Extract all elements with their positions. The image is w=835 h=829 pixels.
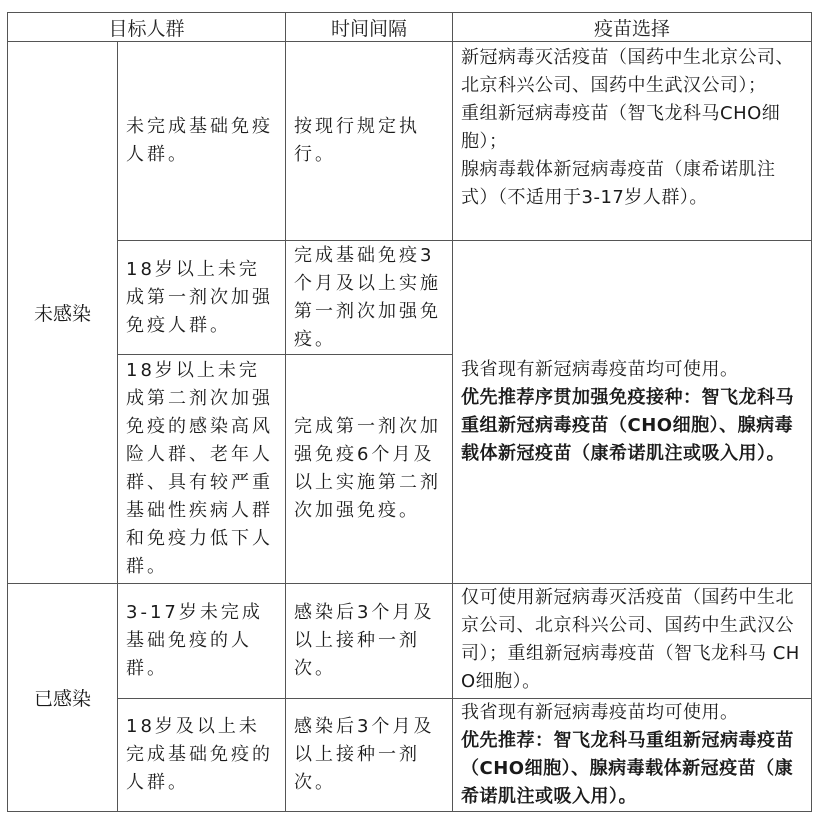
target-cell: 未完成基础免疫人群。 [118,42,286,241]
interval-cell: 完成基础免疫3个月及以上实施第一剂次加强免疫。 [286,241,453,355]
vaccine-text: 我省现有新冠病毒疫苗均可使用。 [461,702,739,723]
interval-cell: 完成第一剂次加强免疫6个月及以上实施第二剂次加强免疫。 [286,355,453,584]
table-row [8,584,812,699]
vaccine-text: 仅可使用新冠病毒灭活疫苗（国药中生北京公司、北京科兴公司、国药中生武汉公司）；重组新冠病毒疫苗（智飞龙科马 CHO细胞）。 [461,587,800,692]
vaccine-recommendation: 优先推荐：智飞龙科马重组新冠病毒疫苗（CHO细胞）、腺病毒载体新冠疫苗（康希诺肌注或吸入用）。 [461,730,794,807]
interval-cell: 感染后3个月及以上接种一剂次。 [286,699,453,812]
target-cell: 3-17岁未完成基础免疫的人群。 [118,584,286,699]
table-row [8,241,812,355]
header-vaccine-choice: 疫苗选择 [453,13,812,42]
vaccine-cell-shared [453,241,812,584]
table-row [8,699,812,812]
header-target-group: 目标人群 [8,13,286,42]
group-infected: 已感染 [8,584,118,812]
group-uninfected: 未感染 [8,42,118,584]
target-cell: 18岁及以上未完成基础免疫的人群。 [118,699,286,812]
target-cell: 18岁以上未完成第一剂次加强免疫人群。 [118,241,286,355]
vaccine-text: 新冠病毒灭活疫苗（国药中生北京公司、北京科兴公司、国药中生武汉公司）； [461,47,794,96]
header-interval: 时间间隔 [286,13,453,42]
vaccination-table [7,12,812,812]
vaccine-cell [453,699,812,812]
vaccine-text: 重组新冠病毒疫苗（智飞龙科马CHO细胞）； [461,103,781,152]
vaccine-text: 腺病毒载体新冠病毒疫苗（康希诺肌注式）（不适用于3-17岁人群）。 [461,159,776,208]
target-cell: 18岁以上未完成第二剂次加强免疫的感染高风险人群、老年人群、具有较严重基础性疾病人群和免疫力低下人群。 [118,355,286,584]
vaccine-text: 我省现有新冠病毒疫苗均可使用。 [461,359,739,380]
interval-cell: 按现行规定执行。 [286,42,453,241]
table-row [8,42,812,241]
vaccine-cell [453,584,812,699]
vaccine-cell [453,42,812,241]
interval-cell: 感染后3个月及以上接种一剂次。 [286,584,453,699]
header-row [8,13,812,42]
vaccine-recommendation: 优先推荐序贯加强免疫接种：智飞龙科马重组新冠病毒疫苗（CHO细胞）、腺病毒载体新冠疫苗（康希诺肌注或吸入用）。 [461,387,794,464]
